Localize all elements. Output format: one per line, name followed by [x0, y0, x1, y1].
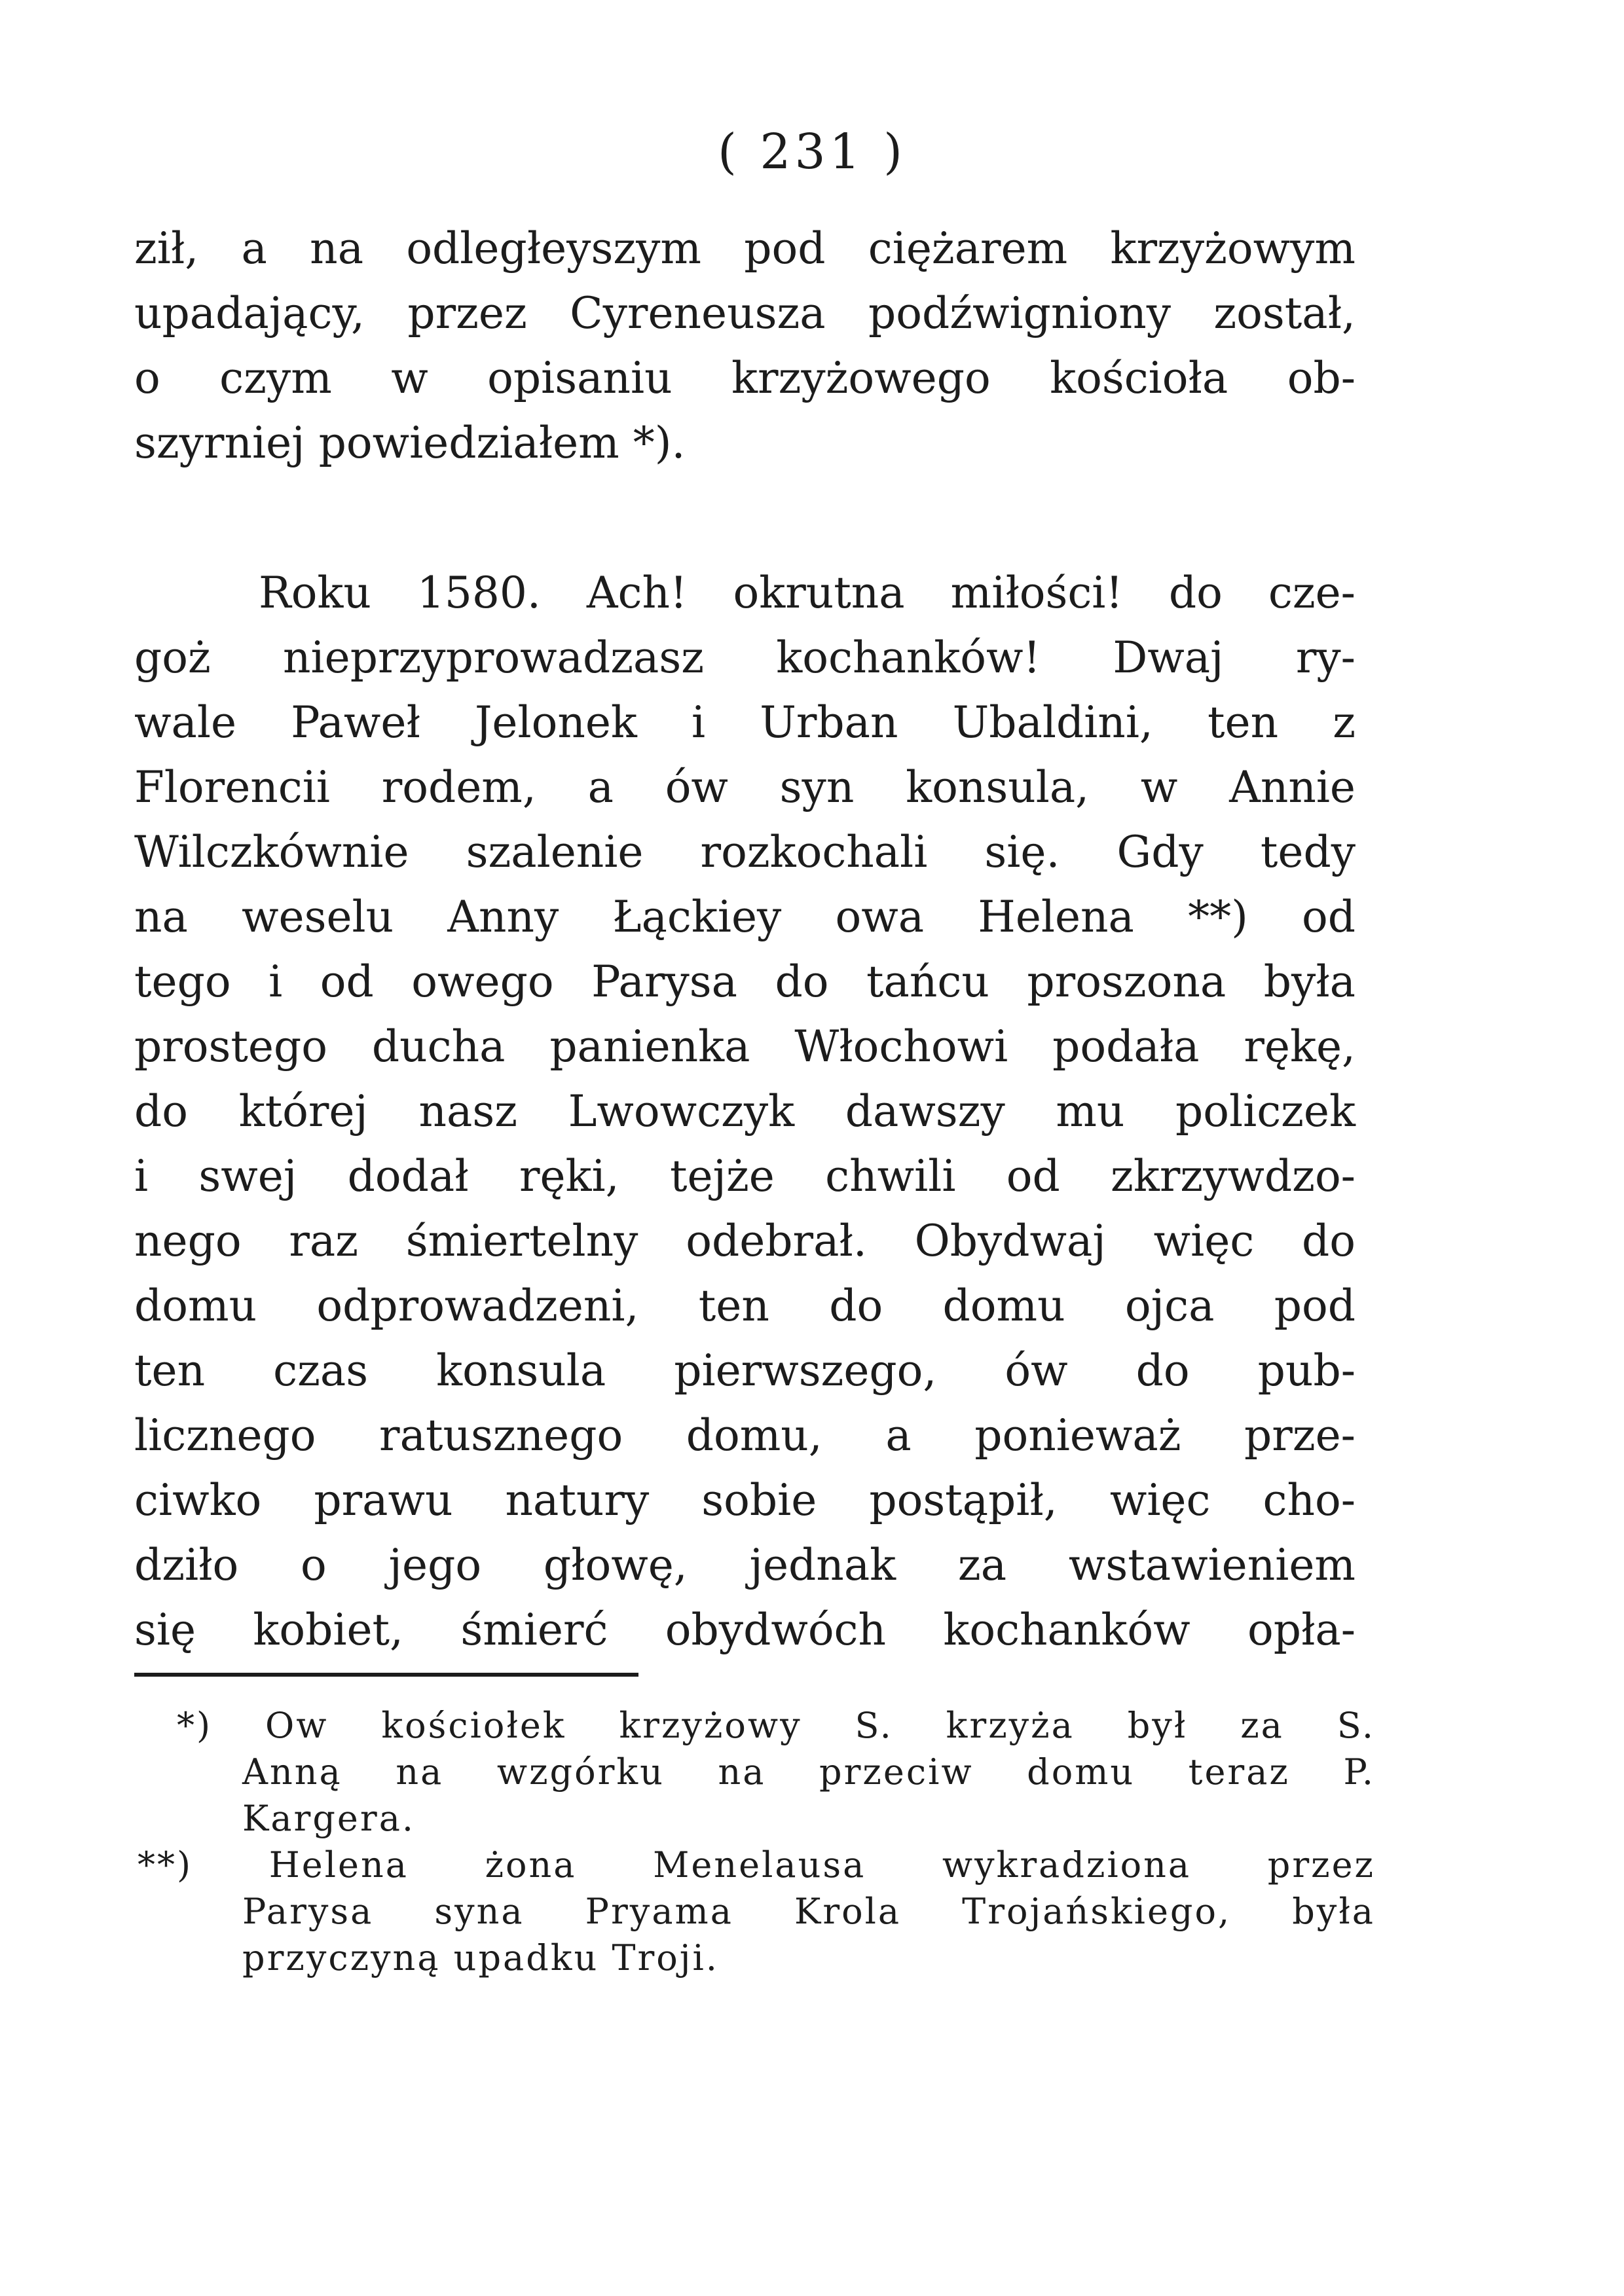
- text-line: ciwko prawu natury sobie postąpił, więc cho-: [134, 1475, 1356, 1525]
- text-line: na weselu Anny Łąckiey owa Helena **) od: [134, 892, 1356, 942]
- footnote-line: przyczyną upadku Troji.: [242, 1937, 719, 1978]
- paragraph: [134, 560, 1356, 1662]
- text-line: ził, a na odległeyszym pod ciężarem krzyżowym: [134, 223, 1356, 274]
- text-line: nego raz śmiertelny odebrał. Obydwaj więc do: [134, 1216, 1356, 1266]
- text-line: goż nieprzyprowadzasz kochanków! Dwaj ry-: [134, 632, 1356, 683]
- footnote-line: Parysa syna Pryama Krola Trojańskiego, była: [242, 1891, 1375, 1932]
- text-line: tego i od owego Parysa do tańcu proszona była: [134, 957, 1356, 1007]
- text-line: ten czas konsula pierwszego, ów do pub-: [134, 1345, 1356, 1396]
- text-line: Roku 1580. Ach! okrutna miłości! do cze-: [259, 568, 1356, 618]
- text-line: i swej dodał ręki, tejże chwili od zkrzywdzo-: [134, 1151, 1356, 1201]
- text-line: Wilczkównie szalenie rozkochali się. Gdy tedy: [134, 827, 1356, 877]
- text-line: upadający, przez Cyreneusza podźwigniony został,: [134, 288, 1356, 338]
- footnote: [138, 1842, 1375, 1981]
- text-line: Florencii rodem, a ów syn konsula, w Annie: [134, 762, 1356, 812]
- text-line: domu odprowadzeni, ten do domu ojca pod: [134, 1281, 1356, 1331]
- text-line: licznego ratusznego domu, a ponieważ prze-: [134, 1410, 1356, 1461]
- footnotes: [138, 1702, 1375, 1981]
- text-line: dziło o jego głowę, jednak za wstawieniem: [134, 1540, 1356, 1590]
- text-line: do której nasz Lwowczyk dawszy mu policzek: [134, 1086, 1356, 1137]
- text-line: szyrniej powiedziałem *).: [134, 418, 686, 468]
- text-line: wale Paweł Jelonek i Urban Ubaldini, ten z: [134, 697, 1356, 748]
- page-number: ( 231 ): [717, 124, 907, 180]
- text-line: prostego ducha panienka Włochowi podała rękę,: [134, 1021, 1356, 1072]
- paragraph-gap: [134, 475, 1356, 560]
- paragraph: [134, 216, 1356, 475]
- footnote-line: Anną na wzgórku na przeciw domu teraz P.: [242, 1751, 1375, 1793]
- footnote-line: Kargera.: [242, 1798, 416, 1839]
- footnote: [177, 1702, 1375, 1842]
- text-line: się kobiet, śmierć obydwóch kochanków opła-: [134, 1605, 1356, 1655]
- text-line: o czym w opisaniu krzyżowego kościoła ob-: [134, 353, 1356, 403]
- footnote-line: *) Ow kościołek krzyżowy S. krzyża był za S.: [177, 1705, 1375, 1746]
- main-text: [134, 216, 1356, 1662]
- footnote-line: **) Helena żona Menelausa wykradziona przez: [138, 1844, 1375, 1886]
- footnote-rule: [134, 1673, 638, 1677]
